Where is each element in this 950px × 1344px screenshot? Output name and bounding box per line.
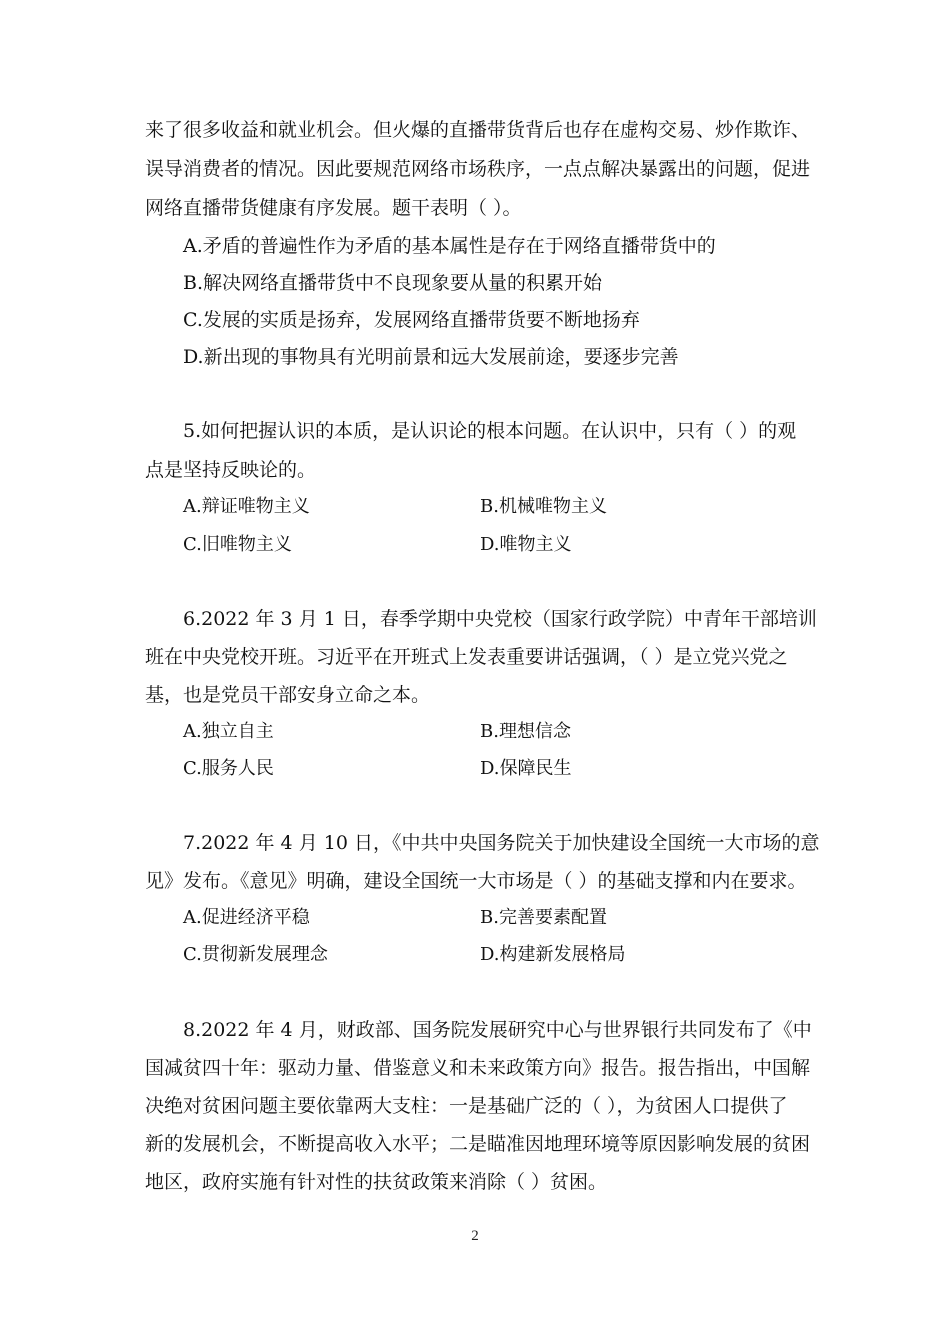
q7-option-d: D.构建新发展格局 [480, 944, 626, 965]
q5-option-d: D.唯物主义 [480, 534, 572, 555]
q4-text-line-3: 网络直播带货健康有序发展。题干表明（ ）。 [145, 197, 522, 219]
q5-option-b: B.机械唯物主义 [480, 496, 607, 517]
q6-option-d: D.保障民生 [480, 758, 572, 779]
q6-text-line-1: 6.2022 年 3 月 1 日，春季学期中央党校（国家行政学院）中青年干部培训 [183, 608, 817, 630]
q7-option-c: C.贯彻新发展理念 [183, 944, 328, 965]
q6-text-line-2: 班在中央党校开班。习近平在开班式上发表重要讲话强调，（ ）是立党兴党之 [145, 646, 788, 668]
q5-text-line-1: 5.如何把握认识的本质，是认识论的根本问题。在认识中，只有（ ）的观 [183, 420, 797, 442]
q8-text-line-4: 新的发展机会，不断提高收入水平；二是瞄准因地理环境等原因影响发展的贫困 [145, 1133, 811, 1155]
q6-text-line-3: 基，也是党员干部安身立命之本。 [145, 684, 431, 706]
q4-option-c: C.发展的实质是扬弃，发展网络直播带货要不断地扬弃 [183, 309, 640, 331]
q4-text-line-1: 来了很多收益和就业机会。但火爆的直播带货背后也存在虚构交易、炒作欺诈、 [145, 119, 811, 141]
q8-text-line-1: 8.2022 年 4 月，财政部、国务院发展研究中心与世界银行共同发布了《中 [183, 1019, 812, 1041]
q4-text-line-2: 误导消费者的情况。因此要规范网络市场秩序，一点点解决暴露出的问题，促进 [145, 158, 811, 180]
q5-option-c: C.旧唯物主义 [183, 534, 292, 555]
page-number: 2 [471, 1228, 479, 1244]
q7-text-line-1: 7.2022 年 4 月 10 日，《中共中央国务院关于加快建设全国统一大市场的意 [183, 832, 820, 854]
q5-option-a: A.辩证唯物主义 [183, 496, 310, 517]
q6-option-c: C.服务人民 [183, 758, 274, 779]
q8-text-line-5: 地区，政府实施有针对性的扶贫政策来消除（ ）贫困。 [145, 1171, 608, 1193]
q8-text-line-3: 决绝对贫困问题主要依靠两大支柱：一是基础广泛的（ ），为贫困人口提供了 [145, 1095, 788, 1117]
q7-option-a: A.促进经济平稳 [183, 907, 310, 928]
q7-text-line-2: 见》发布。《意见》明确，建设全国统一大市场是（ ）的基础支撑和内在要求。 [145, 870, 807, 892]
q5-text-line-2: 点是坚持反映论的。 [145, 459, 317, 481]
q4-option-b: B.解决网络直播带货中不良现象要从量的积累开始 [183, 272, 603, 294]
q6-option-b: B.理想信念 [480, 721, 571, 742]
q4-option-a: A.矛盾的普遍性作为矛盾的基本属性是存在于网络直播带货中的 [183, 235, 716, 257]
q7-option-b: B.完善要素配置 [480, 907, 607, 928]
q4-option-d: D.新出现的事物具有光明前景和远大发展前途，要逐步完善 [183, 346, 679, 368]
q6-option-a: A.独立自主 [183, 721, 274, 742]
q8-text-line-2: 国减贫四十年：驱动力量、借鉴意义和未来政策方向》报告。报告指出，中国解 [145, 1057, 811, 1079]
